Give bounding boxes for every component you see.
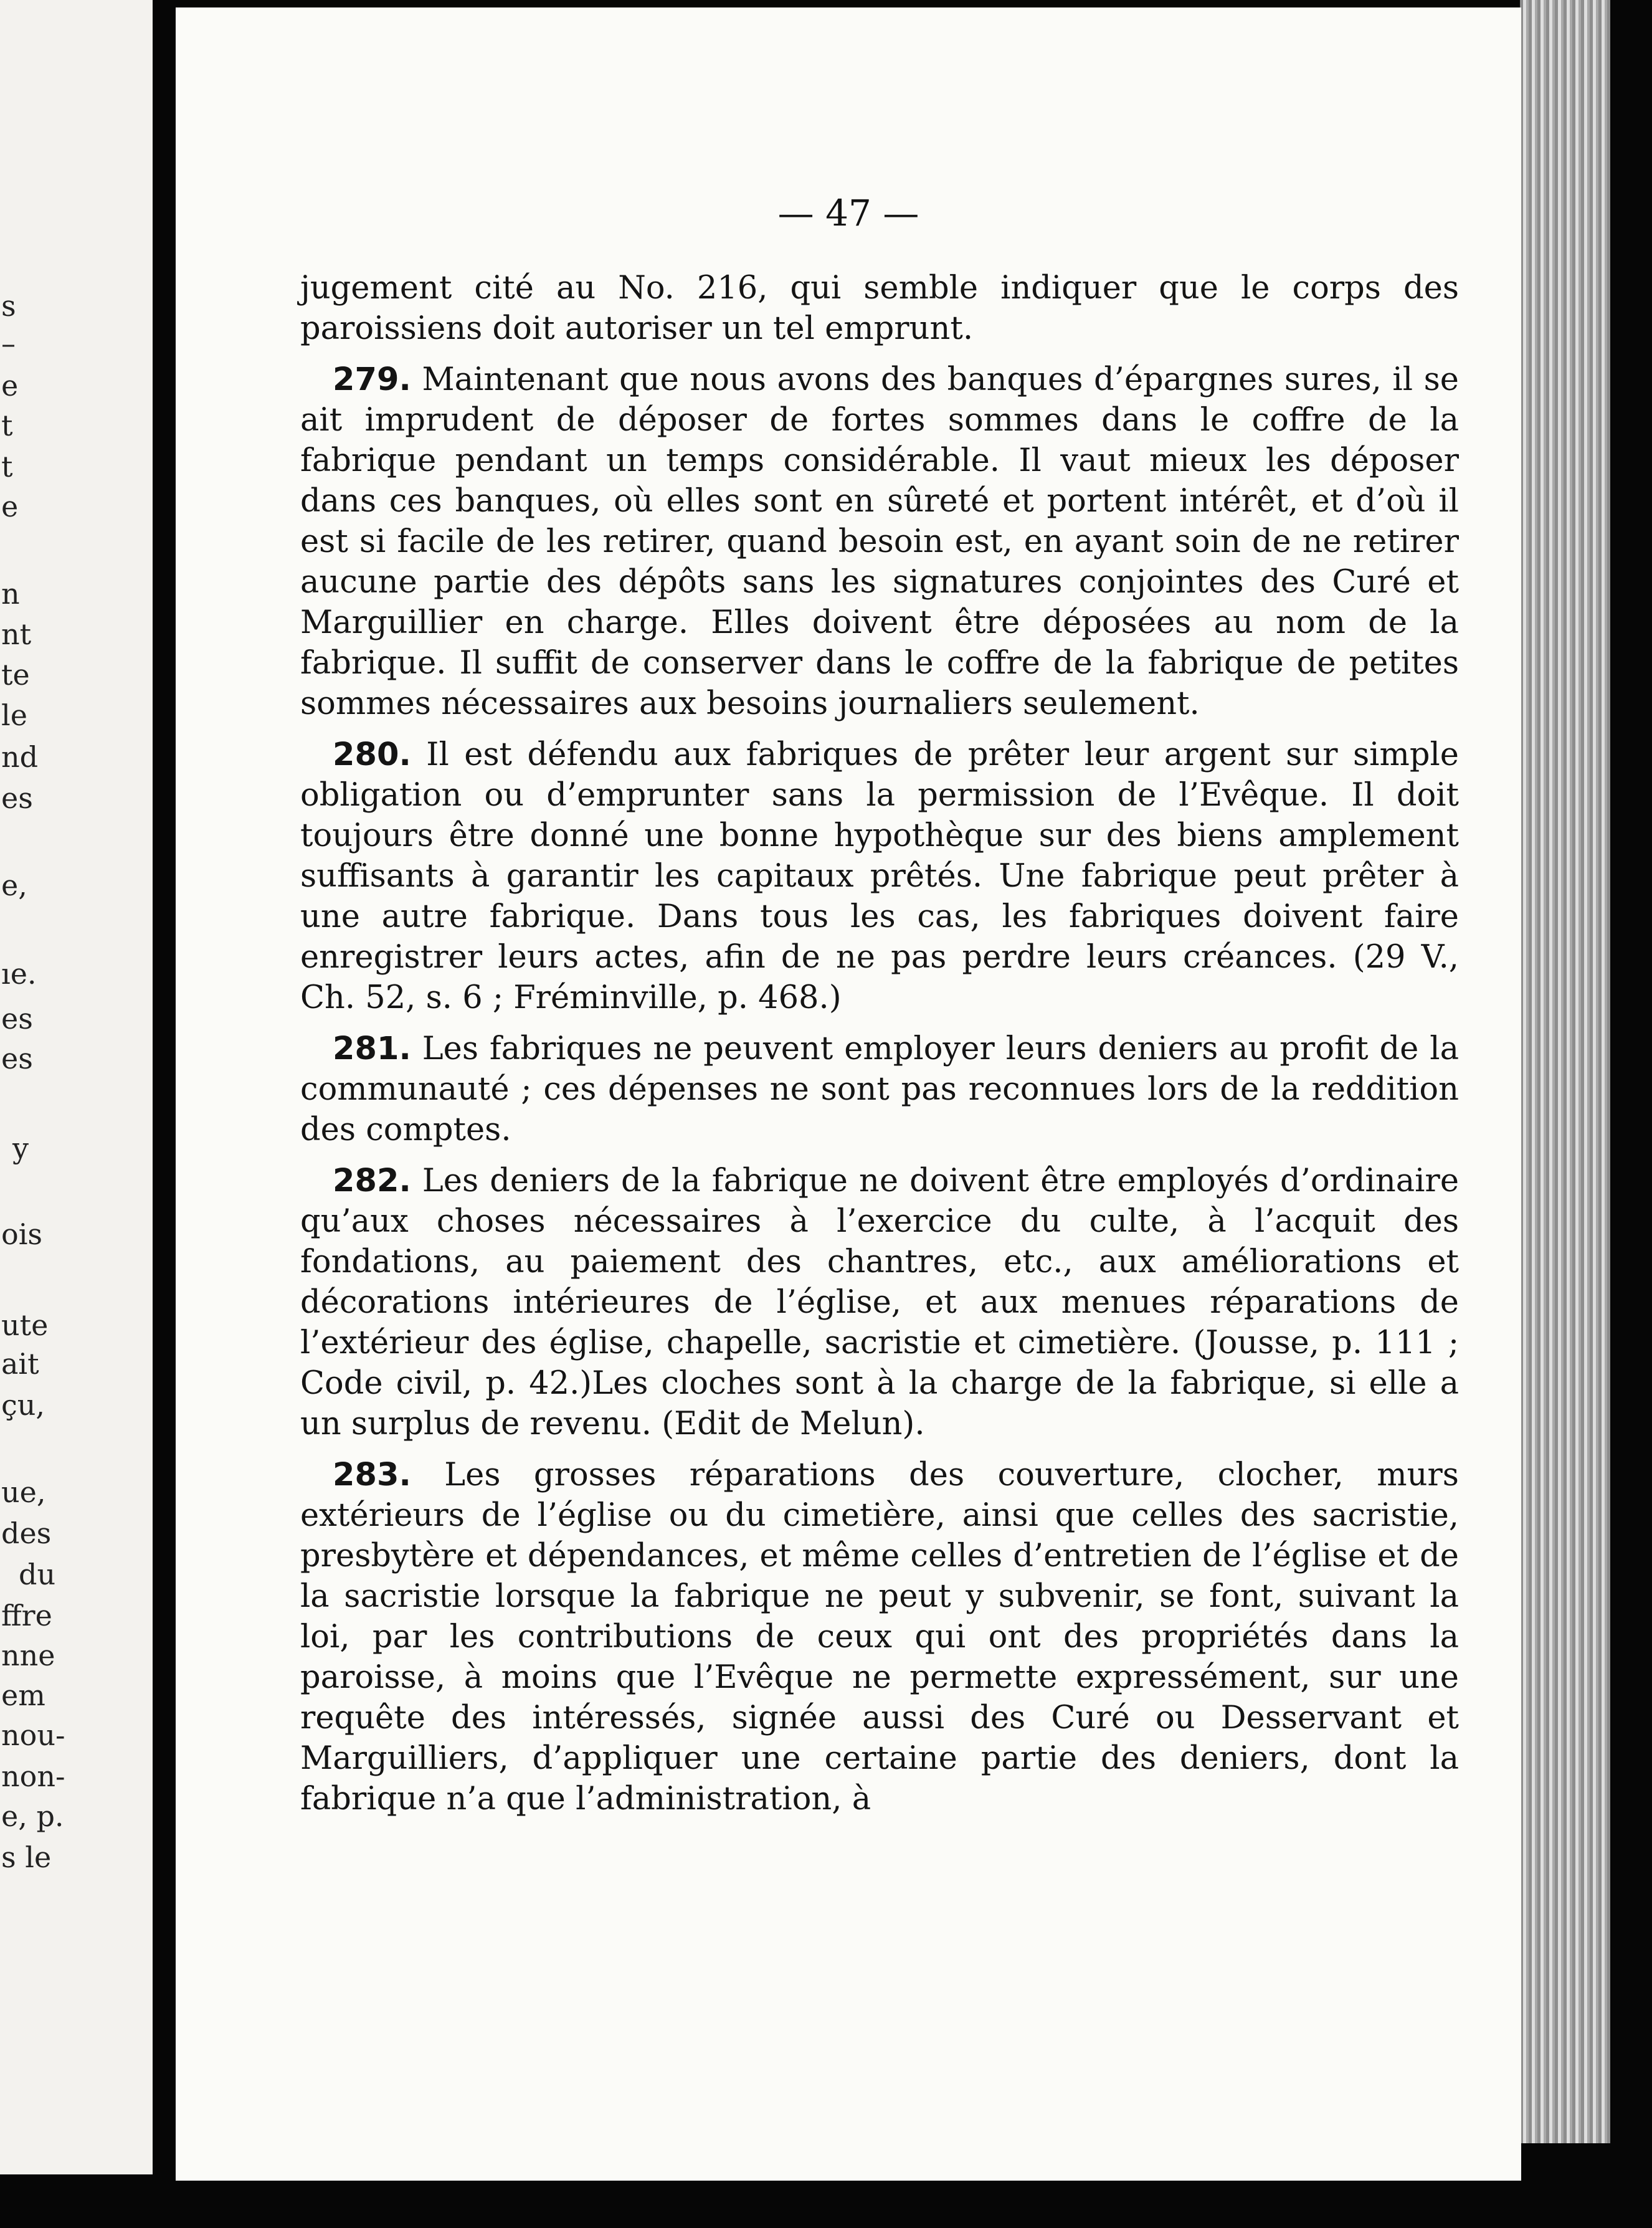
paragraph-281 <box>300 1029 1459 1150</box>
left-line-fragment: nne <box>1 1639 55 1672</box>
book-page <box>176 7 1521 2181</box>
left-line-fragment: ffre <box>1 1599 52 1632</box>
paragraph-text: Les grosses réparations des couverture, clocher, murs extérieurs de l’église ou du cimetière, ainsi que celles des sacristie, presbytère et dépendances, et même celles d’entretien de l’église et de la sacristie lorsque la fabrique ne peut y subvenir, se font, suivant la loi, par les contributions de ceux qui ont des propriétés dans la paroisse, à moins que l’Evêque ne permette expressément, sur une requête des intéressés, signée aussi des Curé ou Desservant et Marguilliers, d’appliquer une certaine partie des deniers, dont la fabrique n’a que l’administration, à <box>300 1457 1459 1817</box>
left-line-fragment: t <box>1 450 13 483</box>
left-line-fragment: çu, <box>1 1388 45 1422</box>
left-line-fragment: nou- <box>1 1718 65 1752</box>
left-line-fragment: – <box>1 326 16 360</box>
left-line-fragment: nt <box>1 617 32 651</box>
left-line-fragment: e, <box>1 869 27 902</box>
left-line-fragment: t <box>1 409 13 442</box>
paragraph-280 <box>300 735 1459 1018</box>
paragraph-text: Il est défendu aux fabriques de prêter leur argent sur simple obligation ou d’emprunter sans la permission de l’Evêque. Il doit toujours être donné une bonne hypothèque sur des biens amplement suffisants à garantir les capitaux prêtés. Une fabrique peut prêter à une autre fabrique. Dans tous les cas, les fabriques doivent faire enregistrer leurs actes, afin de ne pas perdre leurs créances. (29 V., Ch. 52, s. 6 ; Fréminville, p. 468.) <box>300 736 1459 1016</box>
left-line-fragment: le <box>1 698 27 732</box>
left-line-fragment: es <box>1 1002 33 1035</box>
left-line-fragment: em <box>1 1678 45 1712</box>
left-line-fragment: e <box>1 369 19 402</box>
left-line-fragment: es <box>1 781 33 815</box>
paragraph-279 <box>300 359 1459 724</box>
paragraph-number: 281. <box>333 1031 411 1067</box>
paragraph-number: 283. <box>333 1457 411 1493</box>
left-line-fragment: y <box>12 1131 29 1165</box>
left-line-fragment: non- <box>1 1759 65 1793</box>
left-line-fragment: s le <box>1 1840 52 1874</box>
left-line-fragment: nd <box>1 740 39 774</box>
left-line-fragment: du <box>19 1558 56 1591</box>
paragraph-282 <box>300 1161 1459 1444</box>
left-line-fragment: te <box>1 658 30 692</box>
paragraph-text: Les fabriques ne peuvent employer leurs deniers au profit de la communauté ; ces dépenses ne sont pas reconnues lors de la reddition des comptes. <box>300 1031 1459 1148</box>
left-page-fragment <box>0 0 153 2174</box>
left-line-fragment: es <box>1 1042 33 1075</box>
left-line-fragment: ois <box>1 1217 43 1251</box>
page-number: — 47 — <box>777 192 919 234</box>
left-line-fragment: ıe. <box>1 957 37 991</box>
left-line-fragment: e, p. <box>1 1799 64 1833</box>
left-line-fragment: n <box>1 577 20 611</box>
paragraph-text: Les deniers de la fabrique ne doivent être employés d’ordinaire qu’aux choses nécessaires à l’exercice du culte, à l’acquit des fondations, au paiement des chantres, etc., aux améliorations et décorations intérieures de l’église, et aux menues réparations de l’extérieur des église, chapelle, sacristie et cimetière. (Jousse, p. 111 ; Code civil, p. 42.)Les cloches sont à la charge de la fabrique, si elle a un surplus de revenu. (Edit de Melun). <box>300 1163 1459 1442</box>
left-line-fragment: ute <box>1 1308 49 1342</box>
paragraph-text: Maintenant que nous avons des banques d’épargnes sures, il se ait imprudent de déposer de fortes sommes dans le coffre de la fabrique pendant un temps considérable. Il vaut mieux les déposer dans ces banques, où elles sont en sûreté et portent intérêt, et d’où il est si facile de les retirer, quand besoin est, en ayant soin de ne retirer aucune partie des dépôts sans les signatures conjointes des Curé et Marguillier en charge. Elles doivent être déposées au nom de la fabrique. Il suffit de conserver dans le coffre de la fabrique de petites sommes nécessaires aux besoins journaliers seulement. <box>300 361 1459 722</box>
paragraph-number: 279. <box>333 361 411 398</box>
left-line-fragment: e <box>1 490 19 523</box>
left-line-fragment: des <box>1 1516 52 1550</box>
continuation-paragraph: jugement cité au No. 216, qui semble indiquer que le corps des paroissiens doit autoriser un tel emprunt. <box>300 270 1459 347</box>
left-line-fragment: s <box>1 289 16 323</box>
left-line-fragment: ue, <box>1 1475 46 1509</box>
page-body <box>300 268 1459 1830</box>
paragraph-number: 282. <box>333 1163 411 1199</box>
paragraph-283 <box>300 1455 1459 1819</box>
left-line-fragment: ait <box>1 1347 39 1381</box>
page-edges <box>1520 0 1610 2143</box>
paragraph-number: 280. <box>333 736 411 773</box>
